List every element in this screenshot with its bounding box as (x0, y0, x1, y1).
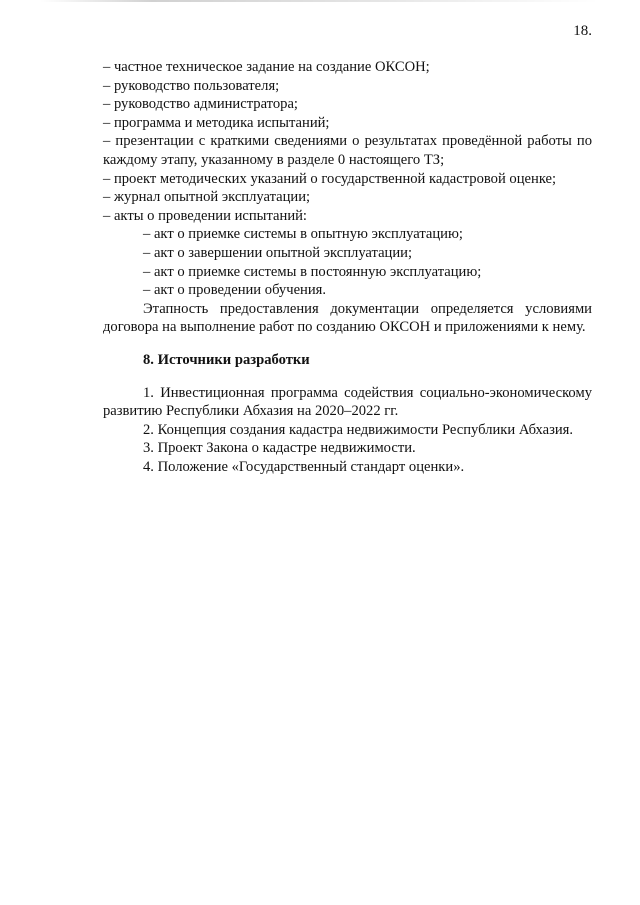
staging-paragraph: Этапность предоставления документации определяется условиями договора на выполнение работ по созданию ОКСОН и приложениями к нему. (103, 300, 592, 336)
list-item: – руководство пользователя; (103, 77, 280, 94)
source-item: 4. Положение «Государственный стандарт оценки». (143, 458, 465, 475)
sublist-item: – акт о завершении опытной эксплуатации; (143, 244, 413, 261)
sources-list (103, 384, 592, 477)
sublist-item: – акт о приемке системы в постоянную эксплуатацию; (143, 263, 482, 280)
list-item: – руководство администратора; (103, 96, 298, 113)
acts-sublist (103, 225, 592, 299)
scan-top-edge (40, 0, 600, 2)
sublist-item: – акт о проведении обучения. (143, 282, 327, 299)
section-heading: 8. Источники разработки (143, 351, 310, 368)
source-item: 1. Инвестиционная программа содействия социально-экономическому развитию Республики Абхазия на 2020–2022 гг. (103, 384, 592, 420)
list-item: – программа и методика испытаний; (103, 114, 330, 131)
list-item: – частное техническое задание на создание ОКСОН; (103, 59, 430, 75)
page-number: 18. (573, 23, 592, 39)
document-body (103, 58, 592, 476)
source-item: 3. Проект Закона о кадастре недвижимости. (143, 440, 416, 457)
list-item: – презентации с краткими сведениями о результатах проведённой работы по каждому этапу, указанному в разделе 0 настоящего ТЗ; (103, 133, 592, 168)
list-item: – журнал опытной эксплуатации; (103, 189, 311, 206)
sublist-item: – акт о приемке системы в опытную эксплуатацию; (143, 226, 463, 243)
deliverables-list (103, 58, 592, 225)
source-item: 2. Концепция создания кадастра недвижимости Республики Абхазия. (143, 421, 574, 438)
list-item: – проект методических указаний о государственной кадастровой оценке; (103, 170, 557, 187)
list-item: – акты о проведении испытаний: (103, 207, 307, 224)
